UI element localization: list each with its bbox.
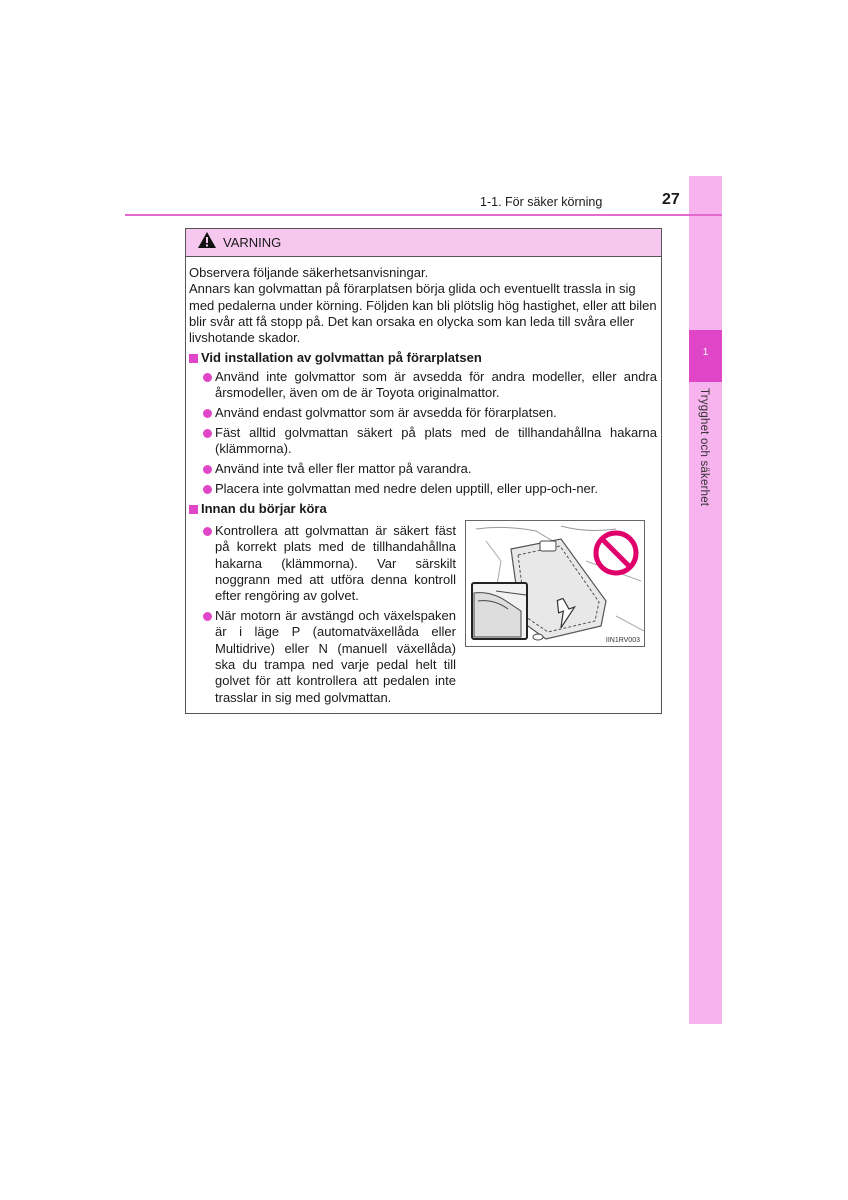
figure-caption: IIN1RV003 <box>605 637 640 644</box>
section-heading-text: Vid installation av golvmattan på förarplatsen <box>201 350 482 366</box>
bullet-dot-icon <box>203 527 212 536</box>
list-item-text: Fäst alltid golvmattan säkert på plats med de tillhandahållna hakarna (klämmorna). <box>215 424 657 456</box>
chapter-side-tab <box>689 176 722 1024</box>
page-number: 27 <box>662 191 680 208</box>
bullet-dot-icon <box>203 485 212 494</box>
list-item <box>203 425 657 458</box>
bullet-dot-icon <box>203 409 212 418</box>
list-item-text: Kontrollera att golvmattan är säkert fäst på korrekt plats med de tillhandahållna hakarna (klämmorna). Var särskilt noggrann med att utföra denna kontroll efter rengöring av golvet. <box>215 523 456 604</box>
chapter-number: 1 <box>689 330 722 382</box>
chapter-title: Trygghet och säkerhet <box>698 388 710 507</box>
list-item <box>203 608 456 706</box>
section-title: 1-1. För säker körning <box>480 195 603 209</box>
square-bullet-icon <box>189 354 198 363</box>
list-item <box>203 523 456 604</box>
list-item-text: När motorn är avstängd och växelspaken är i läge P (automatväxellåda eller Multidrive) eller N (manuell växellåda) ska du trampa ned varje pedal helt till golvet för att kontrollera att pedalen inte trasslar in sig med golvmattan. <box>215 608 456 705</box>
list-item-text: Använd inte golvmattor som är avsedda för andra modeller, eller andra årsmodeller, även om de är Toyota originalmattor. <box>215 368 657 401</box>
intro-paragraph: Annars kan golvmattan på förarplatsen börja glida och eventuellt trassla in sig med pedalerna under körning. Följden kan bli plötslig hög hastighet, eller att bilen blir svår att få stopp på. Det kan orsaka en olycka som kan leda till svåra eller livshotande skador. <box>189 281 657 346</box>
list-item-text: Placera inte golvmattan med nedre delen upptill, eller upp-och-ner. <box>215 480 599 496</box>
list-item <box>203 405 657 421</box>
intro-line: Observera följande säkerhetsanvisningar. <box>189 265 429 280</box>
section-heading-before-driving <box>189 501 657 517</box>
list-item <box>203 369 657 402</box>
warning-triangle-icon <box>197 231 217 254</box>
list-item <box>203 481 657 497</box>
floor-mat-illustration <box>465 520 645 647</box>
warning-intro <box>189 265 657 346</box>
square-bullet-icon <box>189 505 198 514</box>
list-item-text: Använd endast golvmattor som är avsedda för förarplatsen. <box>215 404 557 420</box>
header-divider <box>125 214 722 216</box>
section-heading-installation <box>189 350 657 366</box>
installation-list <box>189 369 657 497</box>
bullet-dot-icon <box>203 612 212 621</box>
list-item <box>203 461 657 477</box>
warning-header <box>186 229 661 257</box>
list-item-text: Använd inte två eller fler mattor på varandra. <box>215 460 472 476</box>
before-driving-list <box>189 523 456 709</box>
section-heading-text: Innan du börjar köra <box>201 500 327 516</box>
bullet-dot-icon <box>203 373 212 382</box>
bullet-dot-icon <box>203 465 212 474</box>
warning-label: VARNING <box>223 235 282 250</box>
bullet-dot-icon <box>203 429 212 438</box>
